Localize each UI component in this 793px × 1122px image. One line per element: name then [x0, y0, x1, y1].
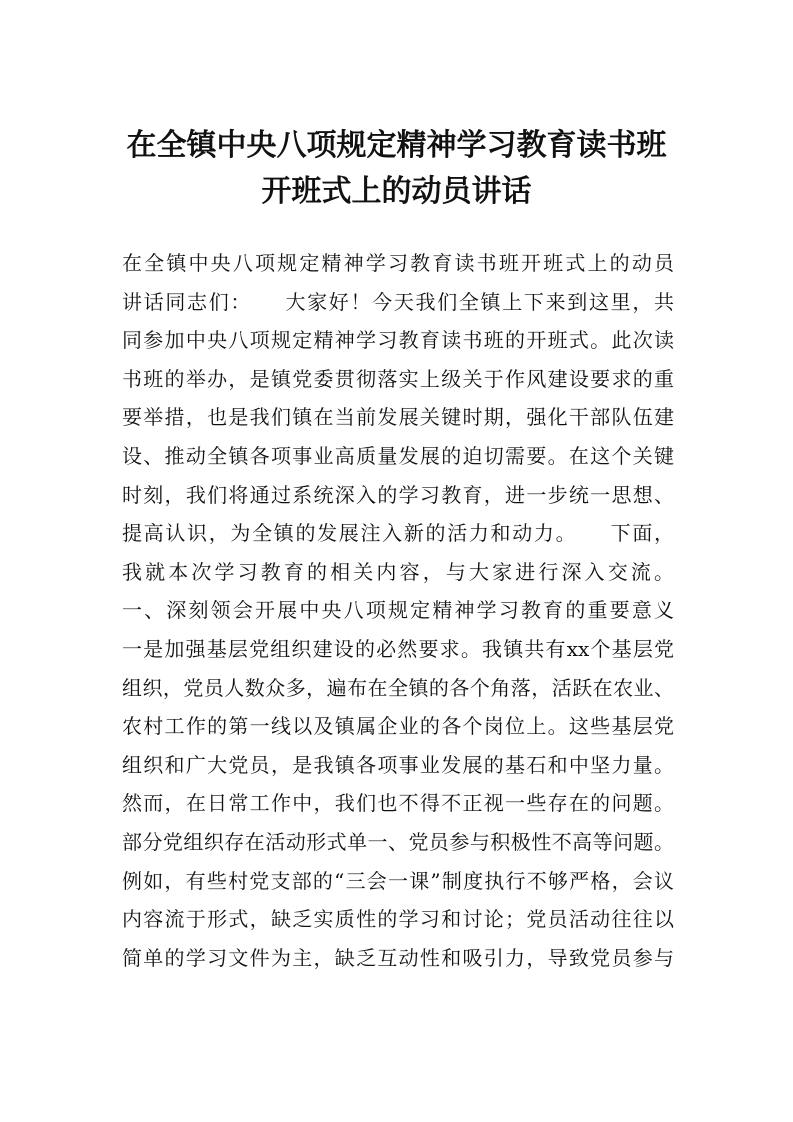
- document-body: [122, 244, 674, 977]
- body-line: 组织，党员人数众多，遍布在全镇的各个角落，活跃在农业、: [122, 675, 674, 700]
- body-line: 组织和广大党员，是我镇各项事业发展的基石和中坚力量。: [122, 752, 674, 777]
- body-line: 我就本次学习教育的相关内容，与大家进行深入交流。: [122, 559, 674, 584]
- body-line: 书班的举办，是镇党委贯彻落实上级关于作风建设要求的重: [122, 366, 674, 391]
- body-line: 部分党组织存在活动形式单一、党员参与积极性不高等问题。: [122, 829, 674, 854]
- body-line: 讲话同志们： 大家好！今天我们全镇上下来到这里，共: [122, 289, 674, 314]
- body-line: 农村工作的第一线以及镇属企业的各个岗位上。这些基层党: [122, 714, 674, 739]
- document-title-line-2: 开班式上的动员讲话: [261, 174, 532, 209]
- body-line: 要举措，也是我们镇在当前发展关键时期，强化干部队伍建: [122, 405, 674, 430]
- body-line: 时刻，我们将通过系统深入的学习教育，进一步统一思想、: [122, 482, 674, 507]
- body-line: 一是加强基层党组织建设的必然要求。我镇共有xx个基层党: [122, 636, 674, 661]
- body-line: 内容流于形式，缺乏实质性的学习和讨论；党员活动往往以: [122, 907, 674, 932]
- body-line: 简单的学习文件为主，缺乏互动性和吸引力，导致党员参与: [122, 945, 674, 970]
- body-line: 在全镇中央八项规定精神学习教育读书班开班式上的动员: [122, 251, 674, 275]
- body-line: 同参加中央八项规定精神学习教育读书班的开班式。此次读: [122, 328, 674, 353]
- body-line: 设、推动全镇各项事业高质量发展的迫切需要。在这个关键: [122, 443, 674, 468]
- document-title-line-1: 在全镇中央八项规定精神学习教育读书班: [126, 128, 667, 163]
- body-line: 然而，在日常工作中，我们也不得不正视一些存在的问题。: [122, 791, 674, 816]
- section-heading: 一、深刻领会开展中央八项规定精神学习教育的重要意义: [122, 598, 674, 623]
- body-line: 提高认识，为全镇的发展注入新的活力和动力。 下面，: [122, 521, 674, 546]
- body-line: 例如，有些村党支部的“三会一课”制度执行不够严格，会议: [122, 868, 674, 893]
